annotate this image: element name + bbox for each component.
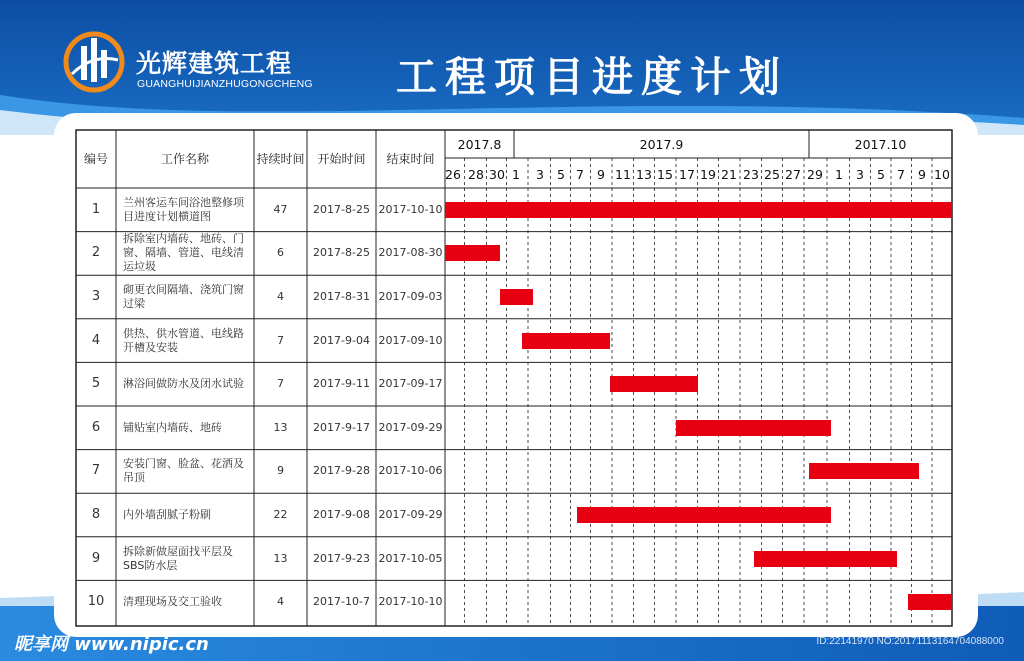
day-tick-label: 1 — [512, 166, 520, 182]
task-name: 铺贴室内墙砖、地砖 — [123, 420, 222, 434]
task-end-date: 2017-08-30 — [378, 246, 443, 260]
task-duration: 7 — [277, 377, 284, 391]
task-end-date: 2017-09-03 — [378, 289, 443, 303]
task-end-date: 2017-10-10 — [378, 202, 443, 216]
task-end-date: 2017-09-29 — [378, 420, 443, 434]
task-end-date: 2017-09-29 — [378, 507, 443, 521]
task-name: 拆除新做屋面找平层及SBS防水层 — [123, 544, 233, 572]
month-label-sep: 2017.9 — [639, 136, 684, 152]
col-header-task-name: 工作名称 — [160, 152, 209, 166]
task-duration: 4 — [277, 289, 284, 303]
task-number: 7 — [91, 463, 101, 479]
task-duration: 7 — [277, 333, 284, 347]
task-name: 供热、供水管道、电线路开槽及安装 — [123, 326, 244, 354]
col-header-duration: 持续时间 — [256, 152, 305, 166]
task-name: 清理现场及交工验收 — [123, 595, 222, 609]
task-start-date: 2017-9-17 — [313, 420, 370, 434]
task-duration: 9 — [277, 464, 284, 478]
task-end-date: 2017-10-06 — [378, 464, 443, 478]
task-number: 1 — [91, 201, 101, 217]
day-tick-label: 7 — [897, 166, 905, 182]
day-tick-label: 7 — [576, 166, 584, 182]
task-start-date: 2017-9-08 — [313, 507, 370, 521]
task-start-date: 2017-9-23 — [313, 551, 370, 565]
company-name: 光辉建筑工程 — [136, 49, 293, 78]
task-start-date: 2017-9-11 — [313, 377, 370, 391]
day-tick-label: 26 — [445, 166, 461, 182]
task-start-date: 2017-10-7 — [313, 595, 370, 609]
col-header-number: 编号 — [83, 152, 108, 166]
watermark-logo: 昵享网 www.nipic.cn — [14, 634, 209, 655]
task-number: 2 — [91, 245, 101, 261]
task-start-date: 2017-9-04 — [313, 333, 370, 347]
task-start-date: 2017-8-25 — [313, 246, 370, 260]
task-start-date: 2017-9-28 — [313, 464, 370, 478]
gantt-bar — [500, 289, 533, 305]
task-duration: 47 — [273, 202, 288, 216]
day-tick-label: 29 — [807, 166, 823, 182]
task-number: 6 — [91, 419, 101, 435]
day-tick-label: 17 — [679, 166, 695, 182]
day-tick-label: 25 — [764, 166, 780, 182]
task-number: 4 — [91, 332, 101, 348]
task-name: 拆除室内墙砖、地砖、门窗、隔墙、管道、电线清运垃圾 — [123, 232, 244, 274]
gantt-bar — [610, 376, 698, 392]
task-name: 内外墙刮腻子粉刷 — [123, 507, 211, 521]
day-tick-label: 9 — [918, 166, 926, 182]
day-tick-label: 5 — [557, 166, 565, 182]
task-number: 8 — [91, 506, 101, 522]
task-name: 安装门窗、脸盆、花洒及吊顶 — [123, 457, 244, 485]
day-tick-label: 3 — [536, 166, 544, 182]
task-duration: 6 — [277, 246, 284, 260]
day-tick-label: 11 — [615, 166, 631, 182]
task-name: 淋浴间做防水及闭水试验 — [123, 377, 244, 391]
gantt-bar — [445, 202, 952, 218]
task-duration: 13 — [273, 420, 288, 434]
gantt-bar — [445, 245, 500, 261]
day-tick-label: 5 — [877, 166, 885, 182]
task-end-date: 2017-09-17 — [378, 377, 443, 391]
day-tick-label: 28 — [468, 166, 484, 182]
day-tick-label: 10 — [934, 166, 950, 182]
day-tick-label: 15 — [657, 166, 673, 182]
task-duration: 4 — [277, 595, 284, 609]
task-start-date: 2017-8-25 — [313, 202, 370, 216]
watermark-id: ID:22141970 NO:20171113164704088000 — [816, 636, 1004, 647]
task-number: 9 — [91, 550, 101, 566]
day-tick-label: 13 — [636, 166, 652, 182]
gantt-bar — [577, 507, 831, 523]
task-duration: 13 — [273, 551, 288, 565]
company-pinyin: GUANGHUIJIANZHUGONGCHENG — [137, 78, 313, 90]
gantt-bar — [522, 333, 610, 349]
task-number: 3 — [91, 288, 101, 304]
day-tick-label: 19 — [700, 166, 716, 182]
task-name: 兰州客运车间浴池整修项目进度计划横道图 — [123, 195, 244, 223]
month-label-aug: 2017.8 — [457, 136, 502, 152]
task-start-date: 2017-8-31 — [313, 289, 370, 303]
task-end-date: 2017-10-05 — [378, 551, 443, 565]
day-tick-label: 1 — [835, 166, 843, 182]
task-number: 10 — [87, 594, 105, 610]
task-end-date: 2017-09-10 — [378, 333, 443, 347]
task-number: 5 — [91, 376, 101, 392]
task-duration: 22 — [273, 507, 288, 521]
task-end-date: 2017-10-10 — [378, 595, 443, 609]
day-tick-label: 27 — [785, 166, 801, 182]
task-name: 砌更衣间隔墙、浇筑门窗过梁 — [123, 282, 244, 310]
gantt-bar — [754, 551, 897, 567]
gantt-bar — [908, 594, 952, 610]
gantt-bar — [809, 463, 919, 479]
day-tick-label: 21 — [721, 166, 737, 182]
day-tick-label: 23 — [743, 166, 759, 182]
gantt-bar — [676, 420, 830, 436]
day-tick-label: 3 — [856, 166, 864, 182]
day-tick-label: 9 — [597, 166, 605, 182]
page-title: 工程项目进度计划 — [396, 53, 788, 101]
day-tick-label: 30 — [489, 166, 505, 182]
col-header-end: 结束时间 — [386, 152, 435, 166]
col-header-start: 开始时间 — [317, 152, 366, 166]
month-label-oct: 2017.10 — [854, 136, 907, 152]
